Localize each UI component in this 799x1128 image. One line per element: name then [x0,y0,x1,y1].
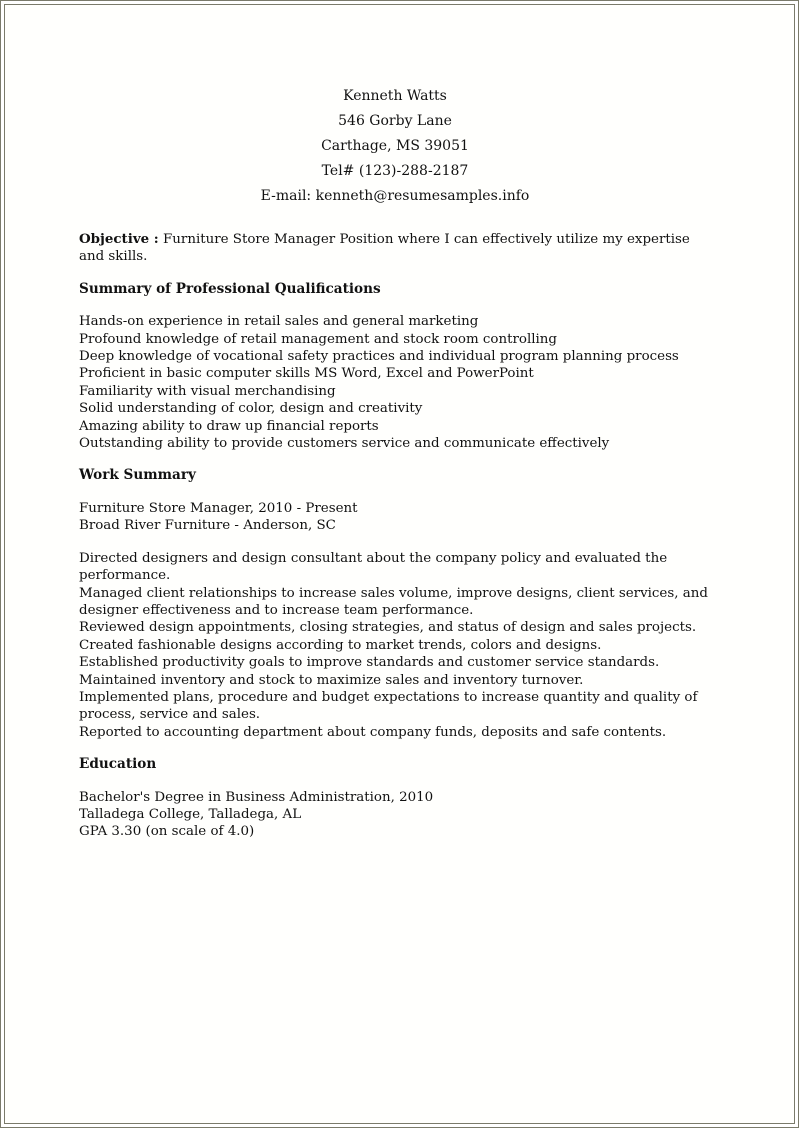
school: Talladega College, Talladega, AL [79,806,302,822]
resume-document [79,84,719,841]
list-item: Created fashionable designs according to market trends, colors and designs. [79,637,602,653]
job-position: Furniture Store Manager, 2010 - Present [79,500,358,516]
objective-section [79,231,719,266]
list-item: Reviewed design appointments, closing strategies, and status of design and sales projects. [79,620,697,636]
objective-text: Furniture Store Manager Position where I can effectively utilize my expertise and skills. [79,232,690,265]
list-item: Amazing ability to draw up financial reports [79,418,379,434]
qualifications-heading: Summary of Professional Qualifications [79,280,381,297]
candidate-name: Kenneth Watts [343,88,447,104]
list-item: Proficient in basic computer skills MS Word, Excel and PowerPoint [79,366,534,382]
work-summary-heading: Work Summary [79,467,196,484]
list-item: Profound knowledge of retail management and stock room controlling [79,331,557,347]
list-item: Managed client relationships to increase sales volume, improve designs, client services, and designer effectiveness and to increase team performance. [79,585,708,618]
email-address: E-mail: kenneth@resumesamples.info [260,188,530,204]
list-item: Established productivity goals to improve standards and customer service standards. [79,655,660,671]
list-item: Deep knowledge of vocational safety practices and individual program planning process [79,349,679,365]
objective-label: Objective : [79,231,159,247]
gpa: GPA 3.30 (on scale of 4.0) [79,824,255,840]
list-item: Maintained inventory and stock to maximize sales and inventory turnover. [79,672,584,688]
list-item: Implemented plans, procedure and budget expectations to increase quantity and quality of process, service and sales. [79,689,698,723]
spacer [79,535,719,550]
list-item: Directed designers and design consultant about the company policy and evaluated the performance. [79,550,668,584]
street-address: 546 Gorby Lane [338,113,452,129]
list-item: Hands-on experience in retail sales and general marketing [79,314,479,330]
phone-number: Tel# (123)-288-2187 [321,163,469,179]
list-item: Familiarity with visual merchandising [79,383,336,399]
job-company: Broad River Furniture - Anderson, SC [79,518,336,534]
list-item: Solid understanding of color, design and creativity [79,401,423,417]
list-item: Outstanding ability to provide customers service and communicate effectively [79,436,610,452]
qualifications-list [79,313,719,452]
degree: Bachelor's Degree in Business Administration, 2010 [79,789,434,805]
contact-header [71,84,719,209]
list-item: Reported to accounting department about company funds, deposits and safe contents. [79,724,667,740]
duties-list [79,550,719,741]
city-state-zip: Carthage, MS 39051 [321,138,469,154]
education-heading: Education [79,756,157,773]
